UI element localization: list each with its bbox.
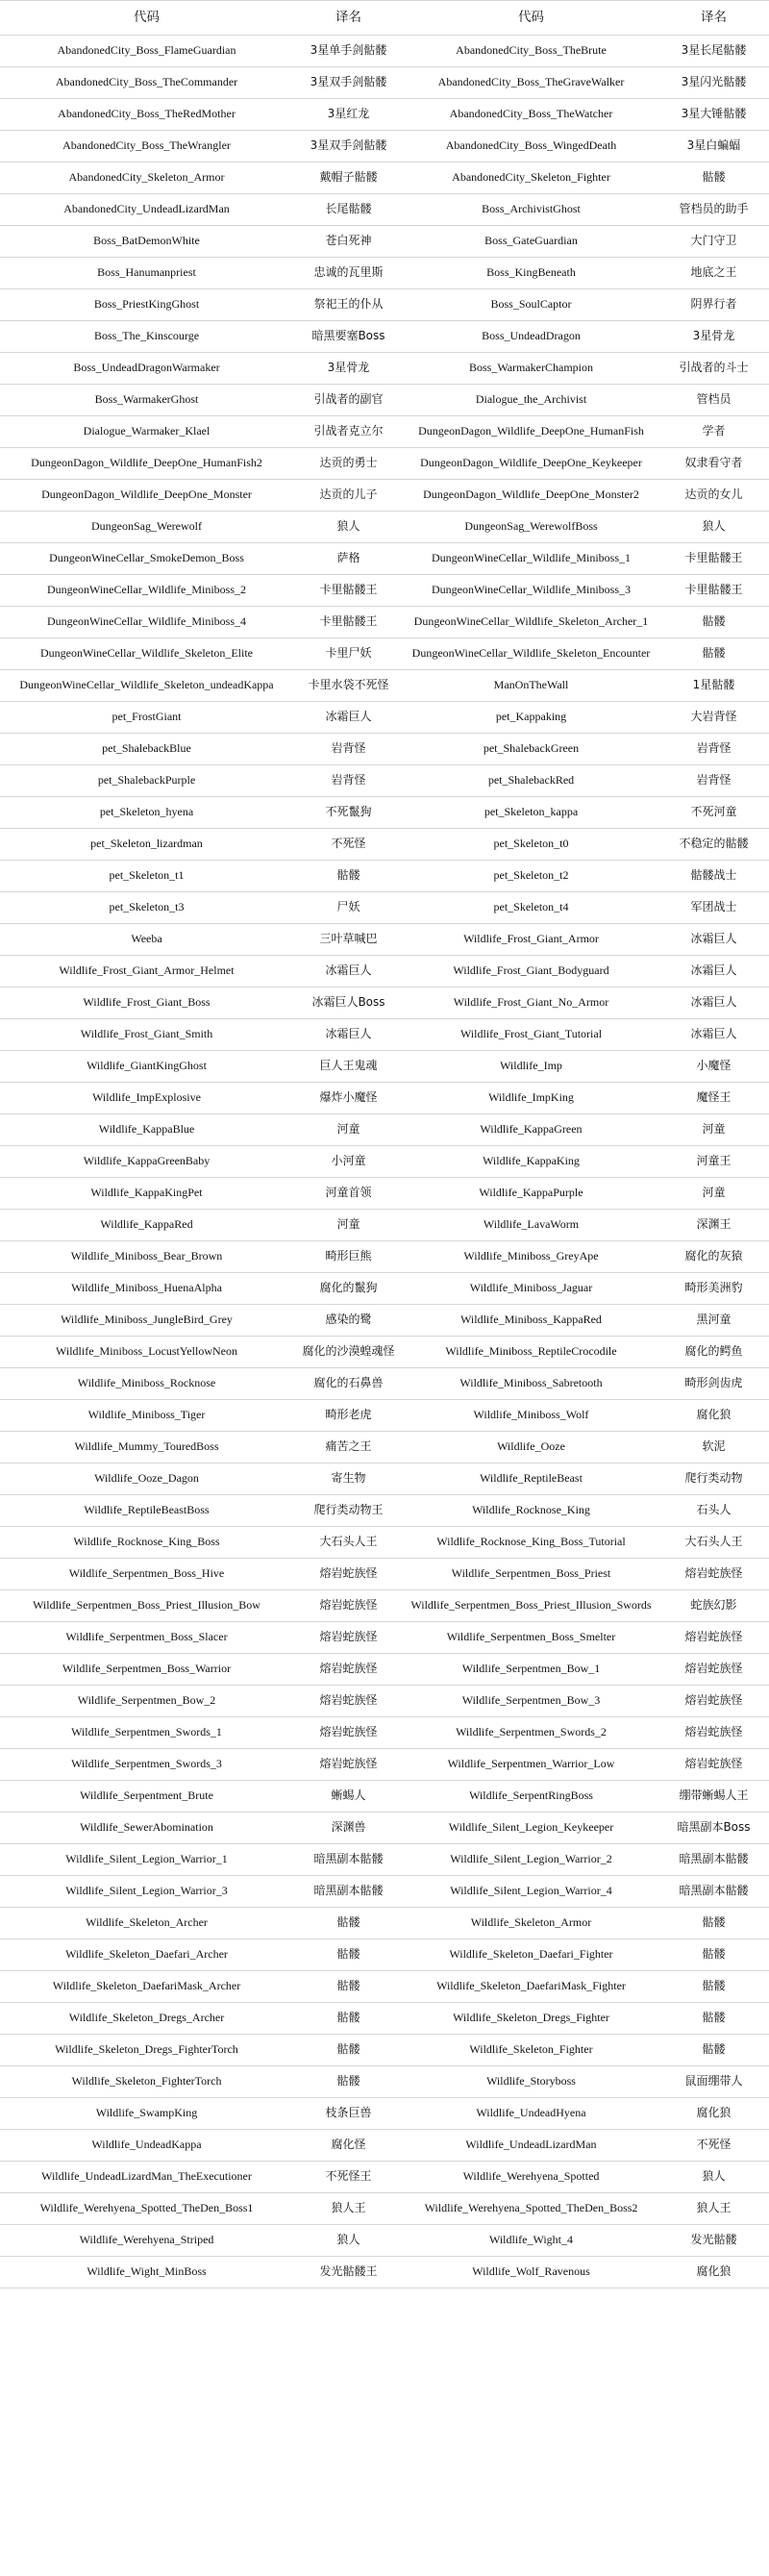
code-cell: Wildlife_GiantKingGhost — [0, 1051, 293, 1083]
code-cell: Wildlife_Serpentmen_Bow_3 — [404, 1686, 658, 1717]
translation-cell: 3星大锤骷髅 — [658, 99, 769, 131]
translation-cell: 军团战士 — [658, 892, 769, 924]
code-cell: Boss_UndeadDragon — [404, 321, 658, 353]
translation-cell: 暗黑副本Boss — [658, 1813, 769, 1844]
code-cell: DungeonWineCellar_Wildlife_Miniboss_3 — [404, 575, 658, 607]
translation-cell: 爬行类动物王 — [293, 1495, 404, 1527]
code-cell: Wildlife_Wight_MinBoss — [0, 2257, 293, 2288]
code-cell: Boss_ArchivistGhost — [404, 194, 658, 226]
code-cell: Wildlife_Serpentmen_Boss_Warrior — [0, 1654, 293, 1686]
code-cell: Wildlife_Serpentmen_Boss_Hive — [0, 1559, 293, 1590]
translation-cell: 3星骨龙 — [293, 353, 404, 385]
code-cell: DungeonWineCellar_Wildlife_Skeleton_undeadKappa — [0, 670, 293, 702]
translation-cell: 冰霜巨人 — [658, 988, 769, 1019]
translation-cell: 3星白蝙蝠 — [658, 131, 769, 163]
translation-cell: 狼人 — [658, 512, 769, 543]
translation-cell: 冰霜巨人 — [293, 702, 404, 734]
code-cell: Wildlife_Werehyena_Striped — [0, 2225, 293, 2257]
code-cell: Boss_Hanumanpriest — [0, 258, 293, 289]
code-cell: pet_ShalebackRed — [404, 765, 658, 797]
code-cell: Wildlife_Serpentmen_Swords_2 — [404, 1717, 658, 1749]
code-cell: AbandonedCity_UndeadLizardMan — [0, 194, 293, 226]
code-cell: Wildlife_Serpentmen_Warrior_Low — [404, 1749, 658, 1781]
code-cell: pet_Skeleton_t3 — [0, 892, 293, 924]
code-cell: Wildlife_KappaGreen — [404, 1114, 658, 1146]
code-cell: Wildlife_KappaKingPet — [0, 1178, 293, 1210]
code-cell: pet_ShalebackGreen — [404, 734, 658, 765]
translation-cell: 熔岩蛇族怪 — [658, 1749, 769, 1781]
code-cell: Wildlife_Werehyena_Spotted — [404, 2162, 658, 2193]
translation-cell: 熔岩蛇族怪 — [293, 1559, 404, 1590]
code-cell: ManOnTheWall — [404, 670, 658, 702]
code-cell: Dialogue_Warmaker_Klael — [0, 416, 293, 448]
code-cell: DungeonWineCellar_Wildlife_Miniboss_4 — [0, 607, 293, 638]
translation-cell: 三叶草喊巴 — [293, 924, 404, 956]
translation-cell: 骷髅 — [658, 2035, 769, 2066]
translation-cell: 腐化的鳄鱼 — [658, 1337, 769, 1368]
translation-cell: 骷髅 — [293, 861, 404, 892]
code-cell: Wildlife_ImpKing — [404, 1083, 658, 1114]
translation-cell: 3星长尾骷髅 — [658, 36, 769, 67]
code-cell: Wildlife_Wight_4 — [404, 2225, 658, 2257]
translation-cell: 腐化的鬣狗 — [293, 1273, 404, 1305]
translation-cell: 大石头人王 — [658, 1527, 769, 1559]
code-cell: Wildlife_Miniboss_LocustYellowNeon — [0, 1337, 293, 1368]
translation-cell: 狼人王 — [293, 2193, 404, 2225]
code-cell: Weeba — [0, 924, 293, 956]
translation-cell: 爆炸小魔怪 — [293, 1083, 404, 1114]
translation-cell: 熔岩蛇族怪 — [293, 1749, 404, 1781]
code-cell: pet_Skeleton_t4 — [404, 892, 658, 924]
translation-cell: 忠诚的瓦里斯 — [293, 258, 404, 289]
translation-cell: 3星单手剑骷髅 — [293, 36, 404, 67]
translation-cell: 熔岩蛇族怪 — [658, 1717, 769, 1749]
translation-cell: 爬行类动物 — [658, 1463, 769, 1495]
code-cell: DungeonDagon_Wildlife_DeepOne_Monster2 — [404, 480, 658, 512]
code-cell: Boss_BatDemonWhite — [0, 226, 293, 258]
code-cell: AbandonedCity_Boss_TheWrangler — [0, 131, 293, 163]
translation-cell: 小魔怪 — [658, 1051, 769, 1083]
code-cell: Wildlife_Rocknose_King_Boss_Tutorial — [404, 1527, 658, 1559]
header-translation-2: 译名 — [658, 1, 769, 36]
translation-cell: 熔岩蛇族怪 — [293, 1717, 404, 1749]
translation-cell: 管档员的助手 — [658, 194, 769, 226]
code-cell: Wildlife_Serpentmen_Bow_1 — [404, 1654, 658, 1686]
code-cell: AbandonedCity_Boss_TheRedMother — [0, 99, 293, 131]
code-cell: DungeonDagon_Wildlife_DeepOne_HumanFish — [404, 416, 658, 448]
translation-cell: 石头人 — [658, 1495, 769, 1527]
translation-cell: 骷髅战士 — [658, 861, 769, 892]
translation-cell: 河童 — [658, 1114, 769, 1146]
translation-cell: 蛇族幻影 — [658, 1590, 769, 1622]
translation-cell: 河童 — [658, 1178, 769, 1210]
translation-cell: 狼人王 — [658, 2193, 769, 2225]
code-cell: Wildlife_Skeleton_FighterTorch — [0, 2066, 293, 2098]
translation-cell: 骷髅 — [293, 1971, 404, 2003]
header-code: 代码 — [0, 1, 293, 36]
code-cell: Wildlife_Miniboss_KappaRed — [404, 1305, 658, 1337]
code-cell: Wildlife_Ooze — [404, 1432, 658, 1463]
code-cell: Wildlife_Miniboss_Rocknose — [0, 1368, 293, 1400]
translation-cell: 卡里骷髅王 — [658, 543, 769, 575]
code-cell: Wildlife_UndeadKappa — [0, 2130, 293, 2162]
code-cell: Wildlife_Rocknose_King — [404, 1495, 658, 1527]
code-cell: Wildlife_Skeleton_Armor — [404, 1908, 658, 1939]
code-cell: DungeonWineCellar_Wildlife_Miniboss_2 — [0, 575, 293, 607]
code-cell: Wildlife_Skeleton_DaefariMask_Archer — [0, 1971, 293, 2003]
translation-cell: 深渊王 — [658, 1210, 769, 1241]
code-cell: Wildlife_Werehyena_Spotted_TheDen_Boss2 — [404, 2193, 658, 2225]
code-cell: Wildlife_Frost_Giant_Bodyguard — [404, 956, 658, 988]
translation-cell: 发光骷髅 — [658, 2225, 769, 2257]
code-cell: Wildlife_Miniboss_GreyApe — [404, 1241, 658, 1273]
translation-cell: 痛苦之王 — [293, 1432, 404, 1463]
header-translation: 译名 — [293, 1, 404, 36]
translation-cell: 冰霜巨人 — [658, 1019, 769, 1051]
code-cell: DungeonDagon_Wildlife_DeepOne_Keykeeper — [404, 448, 658, 480]
translation-cell: 腐化狼 — [658, 2257, 769, 2288]
translation-cell: 萨格 — [293, 543, 404, 575]
translation-cell: 骷髅 — [293, 1908, 404, 1939]
code-cell: Wildlife_Skeleton_Fighter — [404, 2035, 658, 2066]
code-cell: DungeonDagon_Wildlife_DeepOne_Monster — [0, 480, 293, 512]
code-cell: Wildlife_Frost_Giant_Tutorial — [404, 1019, 658, 1051]
code-cell: pet_ShalebackPurple — [0, 765, 293, 797]
code-cell: pet_FrostGiant — [0, 702, 293, 734]
translation-cell: 熔岩蛇族怪 — [293, 1686, 404, 1717]
code-cell: Wildlife_Storyboss — [404, 2066, 658, 2098]
translation-cell: 不死河童 — [658, 797, 769, 829]
code-cell: pet_Skeleton_t0 — [404, 829, 658, 861]
translation-cell: 发光骷髅王 — [293, 2257, 404, 2288]
code-cell: AbandonedCity_Boss_TheWatcher — [404, 99, 658, 131]
translation-cell: 巨人王鬼魂 — [293, 1051, 404, 1083]
translation-cell: 卡里骷髅王 — [293, 575, 404, 607]
code-cell: Wildlife_UndeadLizardMan_TheExecutioner — [0, 2162, 293, 2193]
code-cell: pet_Skeleton_t1 — [0, 861, 293, 892]
code-cell: Wildlife_Silent_Legion_Keykeeper — [404, 1813, 658, 1844]
code-cell: Wildlife_Miniboss_Jaguar — [404, 1273, 658, 1305]
code-cell: Wildlife_Serpentmen_Boss_Slacer — [0, 1622, 293, 1654]
code-cell: Wildlife_KappaGreenBaby — [0, 1146, 293, 1178]
translation-cell: 不稳定的骷髅 — [658, 829, 769, 861]
translation-cell: 骷髅 — [658, 2003, 769, 2035]
translation-cell: 卡里骷髅王 — [293, 607, 404, 638]
translation-cell: 岩背怪 — [293, 765, 404, 797]
code-cell: DungeonDagon_Wildlife_DeepOne_HumanFish2 — [0, 448, 293, 480]
translation-cell: 地底之王 — [658, 258, 769, 289]
translation-cell: 熔岩蛇族怪 — [293, 1654, 404, 1686]
code-cell: DungeonSag_WerewolfBoss — [404, 512, 658, 543]
translation-cell: 不死怪 — [658, 2130, 769, 2162]
code-cell: Wildlife_Silent_Legion_Warrior_2 — [404, 1844, 658, 1876]
code-cell: Wildlife_Skeleton_DaefariMask_Fighter — [404, 1971, 658, 2003]
code-cell: DungeonWineCellar_Wildlife_Skeleton_Archer_1 — [404, 607, 658, 638]
code-cell: Wildlife_Silent_Legion_Warrior_3 — [0, 1876, 293, 1908]
translation-cell: 卡里水袋不死怪 — [293, 670, 404, 702]
translation-cell: 3星骨龙 — [658, 321, 769, 353]
translation-cell: 暗黑副本骷髅 — [658, 1844, 769, 1876]
code-cell: Wildlife_Skeleton_Daefari_Fighter — [404, 1939, 658, 1971]
code-cell: Wildlife_Miniboss_Wolf — [404, 1400, 658, 1432]
code-cell: Wildlife_Frost_Giant_Boss — [0, 988, 293, 1019]
translation-cell: 河童王 — [658, 1146, 769, 1178]
code-cell: Wildlife_KappaRed — [0, 1210, 293, 1241]
translation-cell: 引战者克立尔 — [293, 416, 404, 448]
translation-cell: 魔怪王 — [658, 1083, 769, 1114]
code-cell: Wildlife_Skeleton_Daefari_Archer — [0, 1939, 293, 1971]
code-cell: Wildlife_Silent_Legion_Warrior_1 — [0, 1844, 293, 1876]
code-cell: Wildlife_Skeleton_Dregs_FighterTorch — [0, 2035, 293, 2066]
code-cell: Wildlife_Miniboss_HuenaAlpha — [0, 1273, 293, 1305]
code-cell: Wildlife_Skeleton_Dregs_Archer — [0, 2003, 293, 2035]
translation-cell: 卡里尸妖 — [293, 638, 404, 670]
code-cell: Wildlife_Mummy_TouredBoss — [0, 1432, 293, 1463]
translation-cell: 苍白死神 — [293, 226, 404, 258]
translation-cell: 畸形剑齿虎 — [658, 1368, 769, 1400]
translation-cell: 引战者的斗士 — [658, 353, 769, 385]
translation-cell: 冰霜巨人Boss — [293, 988, 404, 1019]
code-cell: AbandonedCity_Skeleton_Armor — [0, 163, 293, 194]
translation-cell: 奴隶看守者 — [658, 448, 769, 480]
translation-cell: 腐化狼 — [658, 2098, 769, 2130]
code-cell: AbandonedCity_Boss_FlameGuardian — [0, 36, 293, 67]
code-cell: AbandonedCity_Boss_TheBrute — [404, 36, 658, 67]
translation-cell: 管档员 — [658, 385, 769, 416]
code-cell: Wildlife_Frost_Giant_Armor — [404, 924, 658, 956]
translation-cell: 不死鬣狗 — [293, 797, 404, 829]
translation-cell: 骷髅 — [658, 1908, 769, 1939]
code-cell: Wildlife_LavaWorm — [404, 1210, 658, 1241]
translation-cell: 骷髅 — [293, 2003, 404, 2035]
code-cell: AbandonedCity_Boss_WingedDeath — [404, 131, 658, 163]
code-cell: Wildlife_Werehyena_Spotted_TheDen_Boss1 — [0, 2193, 293, 2225]
translation-cell: 畸形老虎 — [293, 1400, 404, 1432]
translation-cell: 不死怪王 — [293, 2162, 404, 2193]
code-cell: Wildlife_Skeleton_Dregs_Fighter — [404, 2003, 658, 2035]
code-cell: Wildlife_Serpentmen_Boss_Priest_Illusion_Bow — [0, 1590, 293, 1622]
translation-cell: 寄生物 — [293, 1463, 404, 1495]
translation-cell: 黑河童 — [658, 1305, 769, 1337]
translation-cell: 狼人 — [293, 512, 404, 543]
translation-cell: 达贡的儿子 — [293, 480, 404, 512]
code-cell: DungeonWineCellar_Wildlife_Skeleton_Elite — [0, 638, 293, 670]
translation-cell: 岩背怪 — [293, 734, 404, 765]
translation-cell: 暗黑副本骷髅 — [293, 1844, 404, 1876]
code-cell: Wildlife_Serpentmen_Boss_Priest — [404, 1559, 658, 1590]
translation-cell: 熔岩蛇族怪 — [658, 1686, 769, 1717]
code-cell: pet_Skeleton_t2 — [404, 861, 658, 892]
code-cell: Boss_WarmakerChampion — [404, 353, 658, 385]
code-cell: Dialogue_the_Archivist — [404, 385, 658, 416]
code-cell: Boss_The_Kinscourge — [0, 321, 293, 353]
code-cell: Boss_PriestKingGhost — [0, 289, 293, 321]
code-cell: Boss_KingBeneath — [404, 258, 658, 289]
translation-cell: 小河童 — [293, 1146, 404, 1178]
code-cell: Wildlife_Miniboss_Sabretooth — [404, 1368, 658, 1400]
translation-cell: 暗黑要塞Boss — [293, 321, 404, 353]
code-cell: Wildlife_KappaPurple — [404, 1178, 658, 1210]
code-cell: Wildlife_Miniboss_Bear_Brown — [0, 1241, 293, 1273]
code-cell: Wildlife_Frost_Giant_Armor_Helmet — [0, 956, 293, 988]
code-cell: DungeonWineCellar_SmokeDemon_Boss — [0, 543, 293, 575]
translation-cell: 暗黑副本骷髅 — [293, 1876, 404, 1908]
code-cell: Boss_WarmakerGhost — [0, 385, 293, 416]
translation-cell: 岩背怪 — [658, 765, 769, 797]
translation-cell: 畸形美洲豹 — [658, 1273, 769, 1305]
translation-cell: 腐化的沙漠蝗魂怪 — [293, 1337, 404, 1368]
translation-cell: 腐化狼 — [658, 1400, 769, 1432]
translation-cell: 熔岩蛇族怪 — [658, 1559, 769, 1590]
code-cell: Wildlife_Wolf_Ravenous — [404, 2257, 658, 2288]
code-cell: Boss_UndeadDragonWarmaker — [0, 353, 293, 385]
translation-cell: 3星闪光骷髅 — [658, 67, 769, 99]
code-cell: Wildlife_Frost_Giant_No_Armor — [404, 988, 658, 1019]
code-cell: Wildlife_KappaKing — [404, 1146, 658, 1178]
code-cell: pet_Skeleton_hyena — [0, 797, 293, 829]
translation-cell: 鼠面绷带人 — [658, 2066, 769, 2098]
translation-cell: 骷髅 — [293, 2066, 404, 2098]
translation-cell: 腐化的灰猿 — [658, 1241, 769, 1273]
translation-cell: 枝条巨兽 — [293, 2098, 404, 2130]
code-cell: Wildlife_Serpentment_Brute — [0, 1781, 293, 1813]
code-cell: pet_Kappaking — [404, 702, 658, 734]
code-cell: Wildlife_Serpentmen_Boss_Priest_Illusion_Swords — [404, 1590, 658, 1622]
translation-cell: 祭祀王的仆从 — [293, 289, 404, 321]
translation-cell: 腐化怪 — [293, 2130, 404, 2162]
translation-cell: 达贡的女儿 — [658, 480, 769, 512]
translation-cell: 绷带蜥蜴人王 — [658, 1781, 769, 1813]
translation-cell: 长尾骷髅 — [293, 194, 404, 226]
code-cell: Boss_GateGuardian — [404, 226, 658, 258]
translation-cell: 畸形巨熊 — [293, 1241, 404, 1273]
code-cell: DungeonWineCellar_Wildlife_Miniboss_1 — [404, 543, 658, 575]
code-cell: Wildlife_KappaBlue — [0, 1114, 293, 1146]
code-cell: pet_Skeleton_kappa — [404, 797, 658, 829]
translation-cell: 不死怪 — [293, 829, 404, 861]
code-cell: Wildlife_Serpentmen_Swords_1 — [0, 1717, 293, 1749]
translation-cell: 尸妖 — [293, 892, 404, 924]
code-cell: Wildlife_UndeadLizardMan — [404, 2130, 658, 2162]
code-cell: Wildlife_Frost_Giant_Smith — [0, 1019, 293, 1051]
translation-cell: 卡里骷髅王 — [658, 575, 769, 607]
translation-cell: 骷髅 — [658, 163, 769, 194]
code-cell: Wildlife_SerpentRingBoss — [404, 1781, 658, 1813]
translation-cell: 软泥 — [658, 1432, 769, 1463]
translation-cell: 引战者的副官 — [293, 385, 404, 416]
code-cell: AbandonedCity_Skeleton_Fighter — [404, 163, 658, 194]
translation-cell: 深渊兽 — [293, 1813, 404, 1844]
translation-cell: 暗黑副本骷髅 — [658, 1876, 769, 1908]
translation-cell: 熔岩蛇族怪 — [658, 1622, 769, 1654]
code-cell: Wildlife_Ooze_Dagon — [0, 1463, 293, 1495]
translation-cell: 蜥蜴人 — [293, 1781, 404, 1813]
translation-cell: 冰霜巨人 — [658, 956, 769, 988]
code-cell: Wildlife_ImpExplosive — [0, 1083, 293, 1114]
code-cell: pet_ShalebackBlue — [0, 734, 293, 765]
code-cell: DungeonWineCellar_Wildlife_Skeleton_Encounter — [404, 638, 658, 670]
code-cell: AbandonedCity_Boss_TheCommander — [0, 67, 293, 99]
translation-cell: 熔岩蛇族怪 — [658, 1654, 769, 1686]
translation-cell: 河童 — [293, 1210, 404, 1241]
translation-cell: 骷髅 — [293, 2035, 404, 2066]
code-cell: Boss_SoulCaptor — [404, 289, 658, 321]
translation-cell: 大岩背怪 — [658, 702, 769, 734]
translation-cell: 河童首领 — [293, 1178, 404, 1210]
translation-cell: 骷髅 — [658, 607, 769, 638]
translation-cell: 阴界行者 — [658, 289, 769, 321]
translation-cell: 熔岩蛇族怪 — [293, 1590, 404, 1622]
code-cell: Wildlife_Miniboss_JungleBird_Grey — [0, 1305, 293, 1337]
code-cell: Wildlife_ReptileBeast — [404, 1463, 658, 1495]
translation-cell: 3星红龙 — [293, 99, 404, 131]
translation-cell: 骷髅 — [658, 638, 769, 670]
code-cell: Wildlife_Imp — [404, 1051, 658, 1083]
code-cell: Wildlife_SwampKing — [0, 2098, 293, 2130]
translation-cell: 熔岩蛇族怪 — [293, 1622, 404, 1654]
translation-cell: 大石头人王 — [293, 1527, 404, 1559]
code-cell: Wildlife_Serpentmen_Swords_3 — [0, 1749, 293, 1781]
translation-cell: 冰霜巨人 — [293, 956, 404, 988]
code-cell: Wildlife_Miniboss_Tiger — [0, 1400, 293, 1432]
code-cell: Wildlife_SewerAbomination — [0, 1813, 293, 1844]
translation-cell: 狼人 — [293, 2225, 404, 2257]
translation-cell: 冰霜巨人 — [658, 924, 769, 956]
translation-cell: 狼人 — [658, 2162, 769, 2193]
code-cell: Wildlife_ReptileBeastBoss — [0, 1495, 293, 1527]
code-cell: AbandonedCity_Boss_TheGraveWalker — [404, 67, 658, 99]
code-cell: Wildlife_Miniboss_ReptileCrocodile — [404, 1337, 658, 1368]
translation-cell: 骷髅 — [293, 1939, 404, 1971]
translation-cell: 腐化的石鼻兽 — [293, 1368, 404, 1400]
translation-cell: 学者 — [658, 416, 769, 448]
translation-cell: 3星双手剑骷髅 — [293, 131, 404, 163]
code-cell: Wildlife_Rocknose_King_Boss — [0, 1527, 293, 1559]
code-cell: Wildlife_Serpentmen_Boss_Smelter — [404, 1622, 658, 1654]
translation-cell: 戴帽子骷髅 — [293, 163, 404, 194]
translation-cell: 感染的鹭 — [293, 1305, 404, 1337]
translation-cell: 骷髅 — [658, 1939, 769, 1971]
translation-cell: 3星双手剑骷髅 — [293, 67, 404, 99]
code-cell: Wildlife_Skeleton_Archer — [0, 1908, 293, 1939]
code-cell: Wildlife_Silent_Legion_Warrior_4 — [404, 1876, 658, 1908]
translation-cell: 大门守卫 — [658, 226, 769, 258]
code-cell: Wildlife_UndeadHyena — [404, 2098, 658, 2130]
translation-cell: 岩背怪 — [658, 734, 769, 765]
translation-cell: 河童 — [293, 1114, 404, 1146]
translation-cell: 骷髅 — [658, 1971, 769, 2003]
code-cell: DungeonSag_Werewolf — [0, 512, 293, 543]
translation-cell: 1星骷髅 — [658, 670, 769, 702]
translation-cell: 达贡的勇士 — [293, 448, 404, 480]
translation-cell: 冰霜巨人 — [293, 1019, 404, 1051]
header-code-2: 代码 — [404, 1, 658, 36]
code-cell: Wildlife_Serpentmen_Bow_2 — [0, 1686, 293, 1717]
code-cell: pet_Skeleton_lizardman — [0, 829, 293, 861]
